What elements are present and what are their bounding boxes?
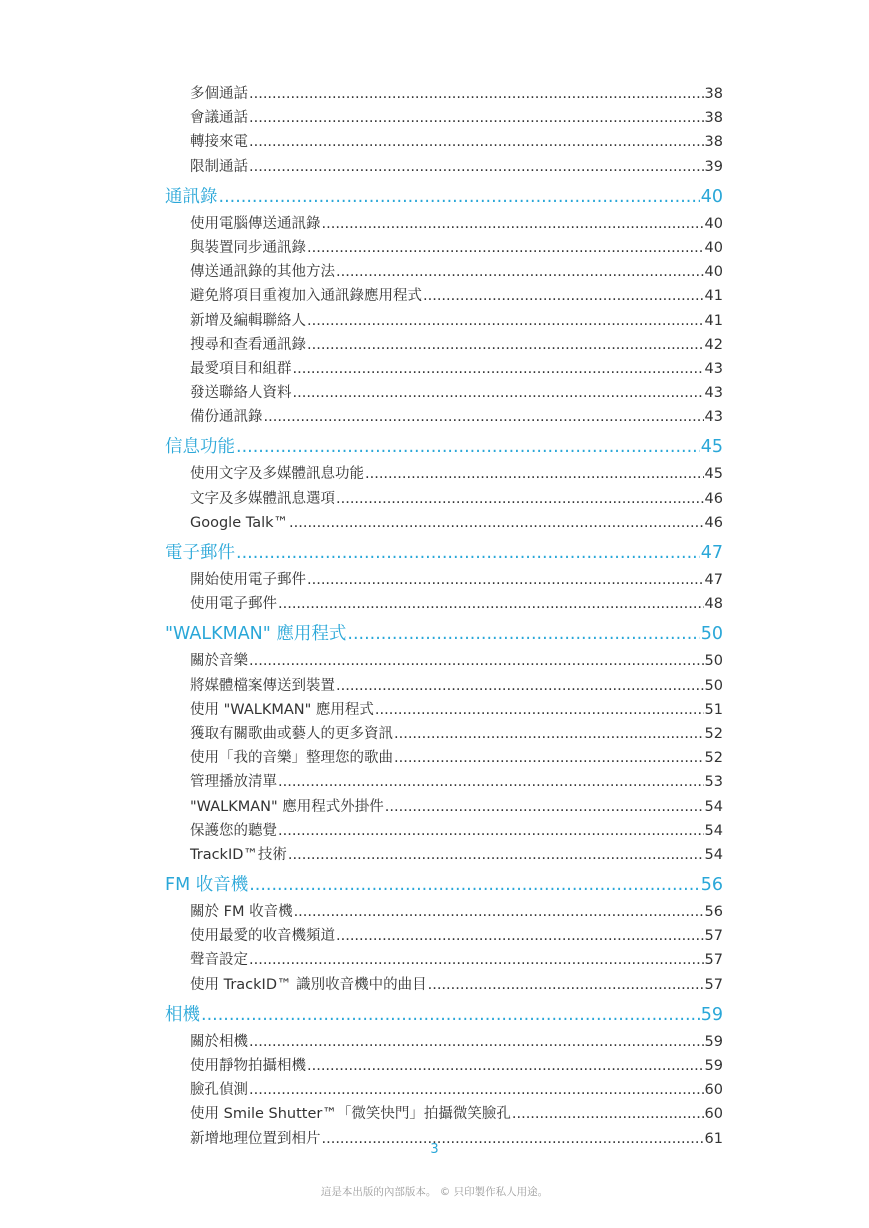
- toc-entry-title: 聲音設定: [190, 952, 248, 969]
- dot-leader: [365, 462, 704, 486]
- toc-chapter[interactable]: [165, 870, 723, 900]
- toc-entry-page: 54: [704, 846, 723, 863]
- toc-entry-title: 最愛項目和組群: [190, 360, 292, 377]
- footer-note: 這是本出版的內部版本。 © 只印製作私人用途。: [320, 1186, 549, 1198]
- toc-entry-page: 52: [704, 750, 723, 767]
- toc-entry[interactable]: [165, 568, 723, 592]
- dot-leader: [236, 432, 700, 462]
- toc-entry-title: 開始使用電子郵件: [190, 572, 306, 588]
- dot-leader: [249, 1030, 704, 1054]
- dot-leader: [336, 487, 704, 511]
- toc-entry-page: 57: [704, 976, 723, 993]
- toc-entry[interactable]: [165, 236, 723, 260]
- toc-entry-title: 搜尋和查看通訊錄: [190, 336, 306, 353]
- dot-leader: [249, 106, 704, 130]
- toc-chapter[interactable]: [165, 1000, 723, 1030]
- toc-entry-title: 使用電子郵件: [190, 596, 277, 613]
- toc-entry[interactable]: [165, 819, 723, 843]
- dot-leader: [336, 924, 704, 948]
- toc-entry[interactable]: [165, 900, 723, 924]
- toc-chapter[interactable]: [165, 182, 723, 212]
- toc-entry-page: 48: [704, 596, 723, 613]
- toc-entry-page: 57: [704, 952, 723, 969]
- toc-entry-title: 避免將項目重複加入通訊錄應用程式: [190, 288, 422, 305]
- toc-entry-page: 38: [704, 134, 723, 151]
- toc-entry-title: 多個通話: [190, 86, 248, 102]
- toc-entry-title: "WALKMAN" 應用程式: [165, 624, 347, 645]
- toc-entry-page: 43: [704, 360, 723, 377]
- toc-entry-page: 40: [704, 239, 723, 256]
- toc-entry-page: 51: [704, 701, 723, 718]
- toc-entry-title: 發送聯絡人資料: [190, 385, 292, 402]
- toc-entry-title: 使用「我的音樂」整理您的歌曲: [190, 750, 393, 767]
- toc-entry-page: 50: [704, 653, 723, 670]
- dot-leader: [249, 1078, 704, 1102]
- dot-leader: [307, 236, 704, 260]
- toc-entry[interactable]: [165, 487, 723, 511]
- dot-leader: [336, 674, 704, 698]
- dot-leader: [249, 870, 699, 900]
- toc-entry-title: 電子郵件: [165, 543, 235, 563]
- toc-entry-title: 管理播放清單: [190, 774, 277, 791]
- dot-leader: [307, 568, 704, 592]
- dot-leader: [394, 746, 704, 770]
- toc-entry-page: 59: [704, 1033, 723, 1050]
- toc-entry[interactable]: [165, 973, 723, 997]
- dot-leader: [294, 900, 704, 924]
- toc-entry[interactable]: [165, 212, 723, 236]
- dot-leader: [249, 948, 704, 972]
- toc-chapter[interactable]: [165, 538, 723, 568]
- toc-entry[interactable]: [165, 260, 723, 284]
- toc-entry-title: 使用靜物拍攝相機: [190, 1058, 306, 1074]
- toc-entry-page: 50: [700, 624, 723, 645]
- toc-entry-title: 使用文字及多媒體訊息功能: [190, 466, 364, 483]
- toc-entry-title: Google Talk™: [190, 514, 289, 531]
- toc-entry-title: TrackID™技術: [190, 846, 287, 863]
- toc-entry[interactable]: [165, 405, 723, 429]
- toc-entry-page: 41: [704, 312, 723, 329]
- toc-entry-title: 文字及多媒體訊息選項: [190, 490, 335, 507]
- toc-entry[interactable]: [165, 649, 723, 673]
- dot-leader: [423, 284, 704, 308]
- dot-leader: [347, 619, 699, 649]
- dot-leader: [394, 722, 704, 746]
- toc-entry-page: 39: [704, 158, 723, 175]
- toc-entry-page: 54: [704, 798, 723, 815]
- toc-entry-page: 60: [704, 1106, 723, 1123]
- toc-entry[interactable]: [165, 106, 723, 130]
- dot-leader: [264, 405, 704, 429]
- toc-entry[interactable]: [165, 1078, 723, 1102]
- dot-leader: [278, 592, 704, 616]
- toc-entry-page: 43: [704, 409, 723, 426]
- toc-entry[interactable]: [165, 843, 723, 867]
- toc-entry-title: 關於 FM 收音機: [190, 904, 293, 921]
- toc-entry-page: 45: [704, 466, 723, 483]
- toc-entry-title: 使用 "WALKMAN" 應用程式: [190, 701, 374, 718]
- dot-leader: [288, 843, 704, 867]
- dot-leader: [307, 309, 704, 333]
- toc-entry-title: 通訊錄: [165, 186, 218, 207]
- toc-entry-title: 轉接來電: [190, 134, 248, 151]
- toc-entry-page: 59: [700, 1004, 723, 1025]
- dot-leader: [293, 357, 704, 381]
- toc-entry-title: 獲取有關歌曲或藝人的更多資訊: [190, 725, 393, 742]
- dot-leader: [307, 333, 704, 357]
- toc-entry[interactable]: [165, 381, 723, 405]
- toc-entry-title: 使用 TrackID™ 識別收音機中的曲目: [190, 976, 427, 993]
- dot-leader: [201, 1000, 700, 1030]
- toc-entry[interactable]: [165, 948, 723, 972]
- toc-entry-page: 42: [704, 336, 723, 353]
- toc-entry-page: 41: [704, 288, 723, 305]
- toc-entry[interactable]: [165, 674, 723, 698]
- toc-entry-page: 57: [704, 928, 723, 945]
- toc-entry[interactable]: [165, 155, 723, 179]
- toc-entry-page: 46: [704, 514, 723, 531]
- toc-entry-page: 56: [700, 875, 723, 896]
- dot-leader: [375, 698, 704, 722]
- toc-entry[interactable]: [165, 770, 723, 794]
- toc-entry-title: 新增地理位置到相片: [190, 1130, 321, 1147]
- toc-entry[interactable]: [165, 357, 723, 381]
- toc-entry-title: "WALKMAN" 應用程式外掛件: [190, 798, 384, 815]
- toc-entry-title: 傳送通訊錄的其他方法: [190, 264, 335, 281]
- toc-entry-title: 限制通話: [190, 158, 248, 175]
- toc-entry[interactable]: [165, 746, 723, 770]
- toc-entry[interactable]: [165, 284, 723, 308]
- toc-entry-page: 59: [704, 1058, 723, 1074]
- toc-chapter[interactable]: [165, 432, 723, 462]
- toc-entry[interactable]: [165, 511, 723, 535]
- toc-entry-page: 61: [704, 1130, 723, 1147]
- dot-leader: [385, 795, 704, 819]
- dot-leader: [307, 1054, 704, 1078]
- dot-leader: [322, 212, 704, 236]
- toc-entry[interactable]: [165, 130, 723, 154]
- toc-entry-page: 40: [700, 186, 723, 207]
- dot-leader: [249, 82, 704, 106]
- toc-entry-title: 將媒體檔案傳送到裝置: [190, 677, 335, 694]
- toc-entry-page: 40: [704, 215, 723, 232]
- dot-leader: [336, 260, 704, 284]
- toc-entry-page: 52: [704, 725, 723, 742]
- toc-entry-title: 備份通訊錄: [190, 409, 263, 426]
- toc-entry-page: 45: [700, 437, 723, 458]
- toc-entry[interactable]: [165, 1030, 723, 1054]
- toc-entry[interactable]: [165, 462, 723, 486]
- toc-entry-title: 信息功能: [165, 437, 235, 458]
- toc-entry-title: 保護您的聽覺: [190, 822, 277, 839]
- dot-leader: [293, 381, 704, 405]
- toc-entry-title: 使用最愛的收音機頻道: [190, 928, 335, 945]
- dot-leader: [249, 649, 704, 673]
- dot-leader: [278, 819, 704, 843]
- toc-entry[interactable]: [165, 592, 723, 616]
- toc-entry[interactable]: [165, 722, 723, 746]
- toc-entry-title: 使用電腦傳送通訊錄: [190, 215, 321, 232]
- toc-entry[interactable]: [165, 698, 723, 722]
- toc-entry-page: 47: [704, 572, 723, 588]
- toc-entry[interactable]: [165, 333, 723, 357]
- dot-leader: [249, 130, 704, 154]
- dot-leader: [278, 770, 704, 794]
- toc-entry[interactable]: [165, 1102, 723, 1126]
- toc-entry-page: 60: [704, 1082, 723, 1099]
- toc-entry-page: 50: [704, 677, 723, 694]
- toc-entry-page: 47: [700, 543, 723, 563]
- toc-entry[interactable]: [165, 309, 723, 333]
- toc-entry-title: 新增及編輯聯絡人: [190, 312, 306, 329]
- toc-entry-page: 56: [704, 904, 723, 921]
- toc-entry-title: FM 收音機: [165, 875, 249, 896]
- toc-entry-title: 會議通話: [190, 110, 248, 127]
- toc-entry[interactable]: [165, 795, 723, 819]
- dot-leader: [249, 155, 704, 179]
- dot-leader: [236, 538, 700, 568]
- dot-leader: [289, 511, 704, 535]
- page-number: 3: [430, 1142, 439, 1157]
- toc-entry-title: 相機: [165, 1004, 200, 1025]
- toc-entry-title: 與裝置同步通訊錄: [190, 239, 306, 256]
- toc-chapter[interactable]: [165, 619, 723, 649]
- toc-entry-page: 53: [704, 774, 723, 791]
- toc-entry-page: 43: [704, 385, 723, 402]
- toc-entry-page: 38: [704, 86, 723, 102]
- toc-entry-page: 54: [704, 822, 723, 839]
- dot-leader: [512, 1102, 704, 1126]
- toc-entry-title: 臉孔偵測: [190, 1082, 248, 1099]
- toc-entry[interactable]: [165, 82, 723, 106]
- toc-entry[interactable]: [165, 1054, 723, 1078]
- dot-leader: [219, 182, 700, 212]
- table-of-contents: [165, 82, 723, 1151]
- toc-entry-page: 46: [704, 490, 723, 507]
- toc-entry-page: 40: [704, 264, 723, 281]
- dot-leader: [428, 973, 704, 997]
- toc-entry-title: 關於音樂: [190, 653, 248, 670]
- toc-entry-title: 關於相機: [190, 1033, 248, 1050]
- toc-entry-title: 使用 Smile Shutter™「微笑快門」拍攝微笑臉孔: [190, 1106, 511, 1123]
- toc-entry[interactable]: [165, 924, 723, 948]
- toc-entry-page: 38: [704, 110, 723, 127]
